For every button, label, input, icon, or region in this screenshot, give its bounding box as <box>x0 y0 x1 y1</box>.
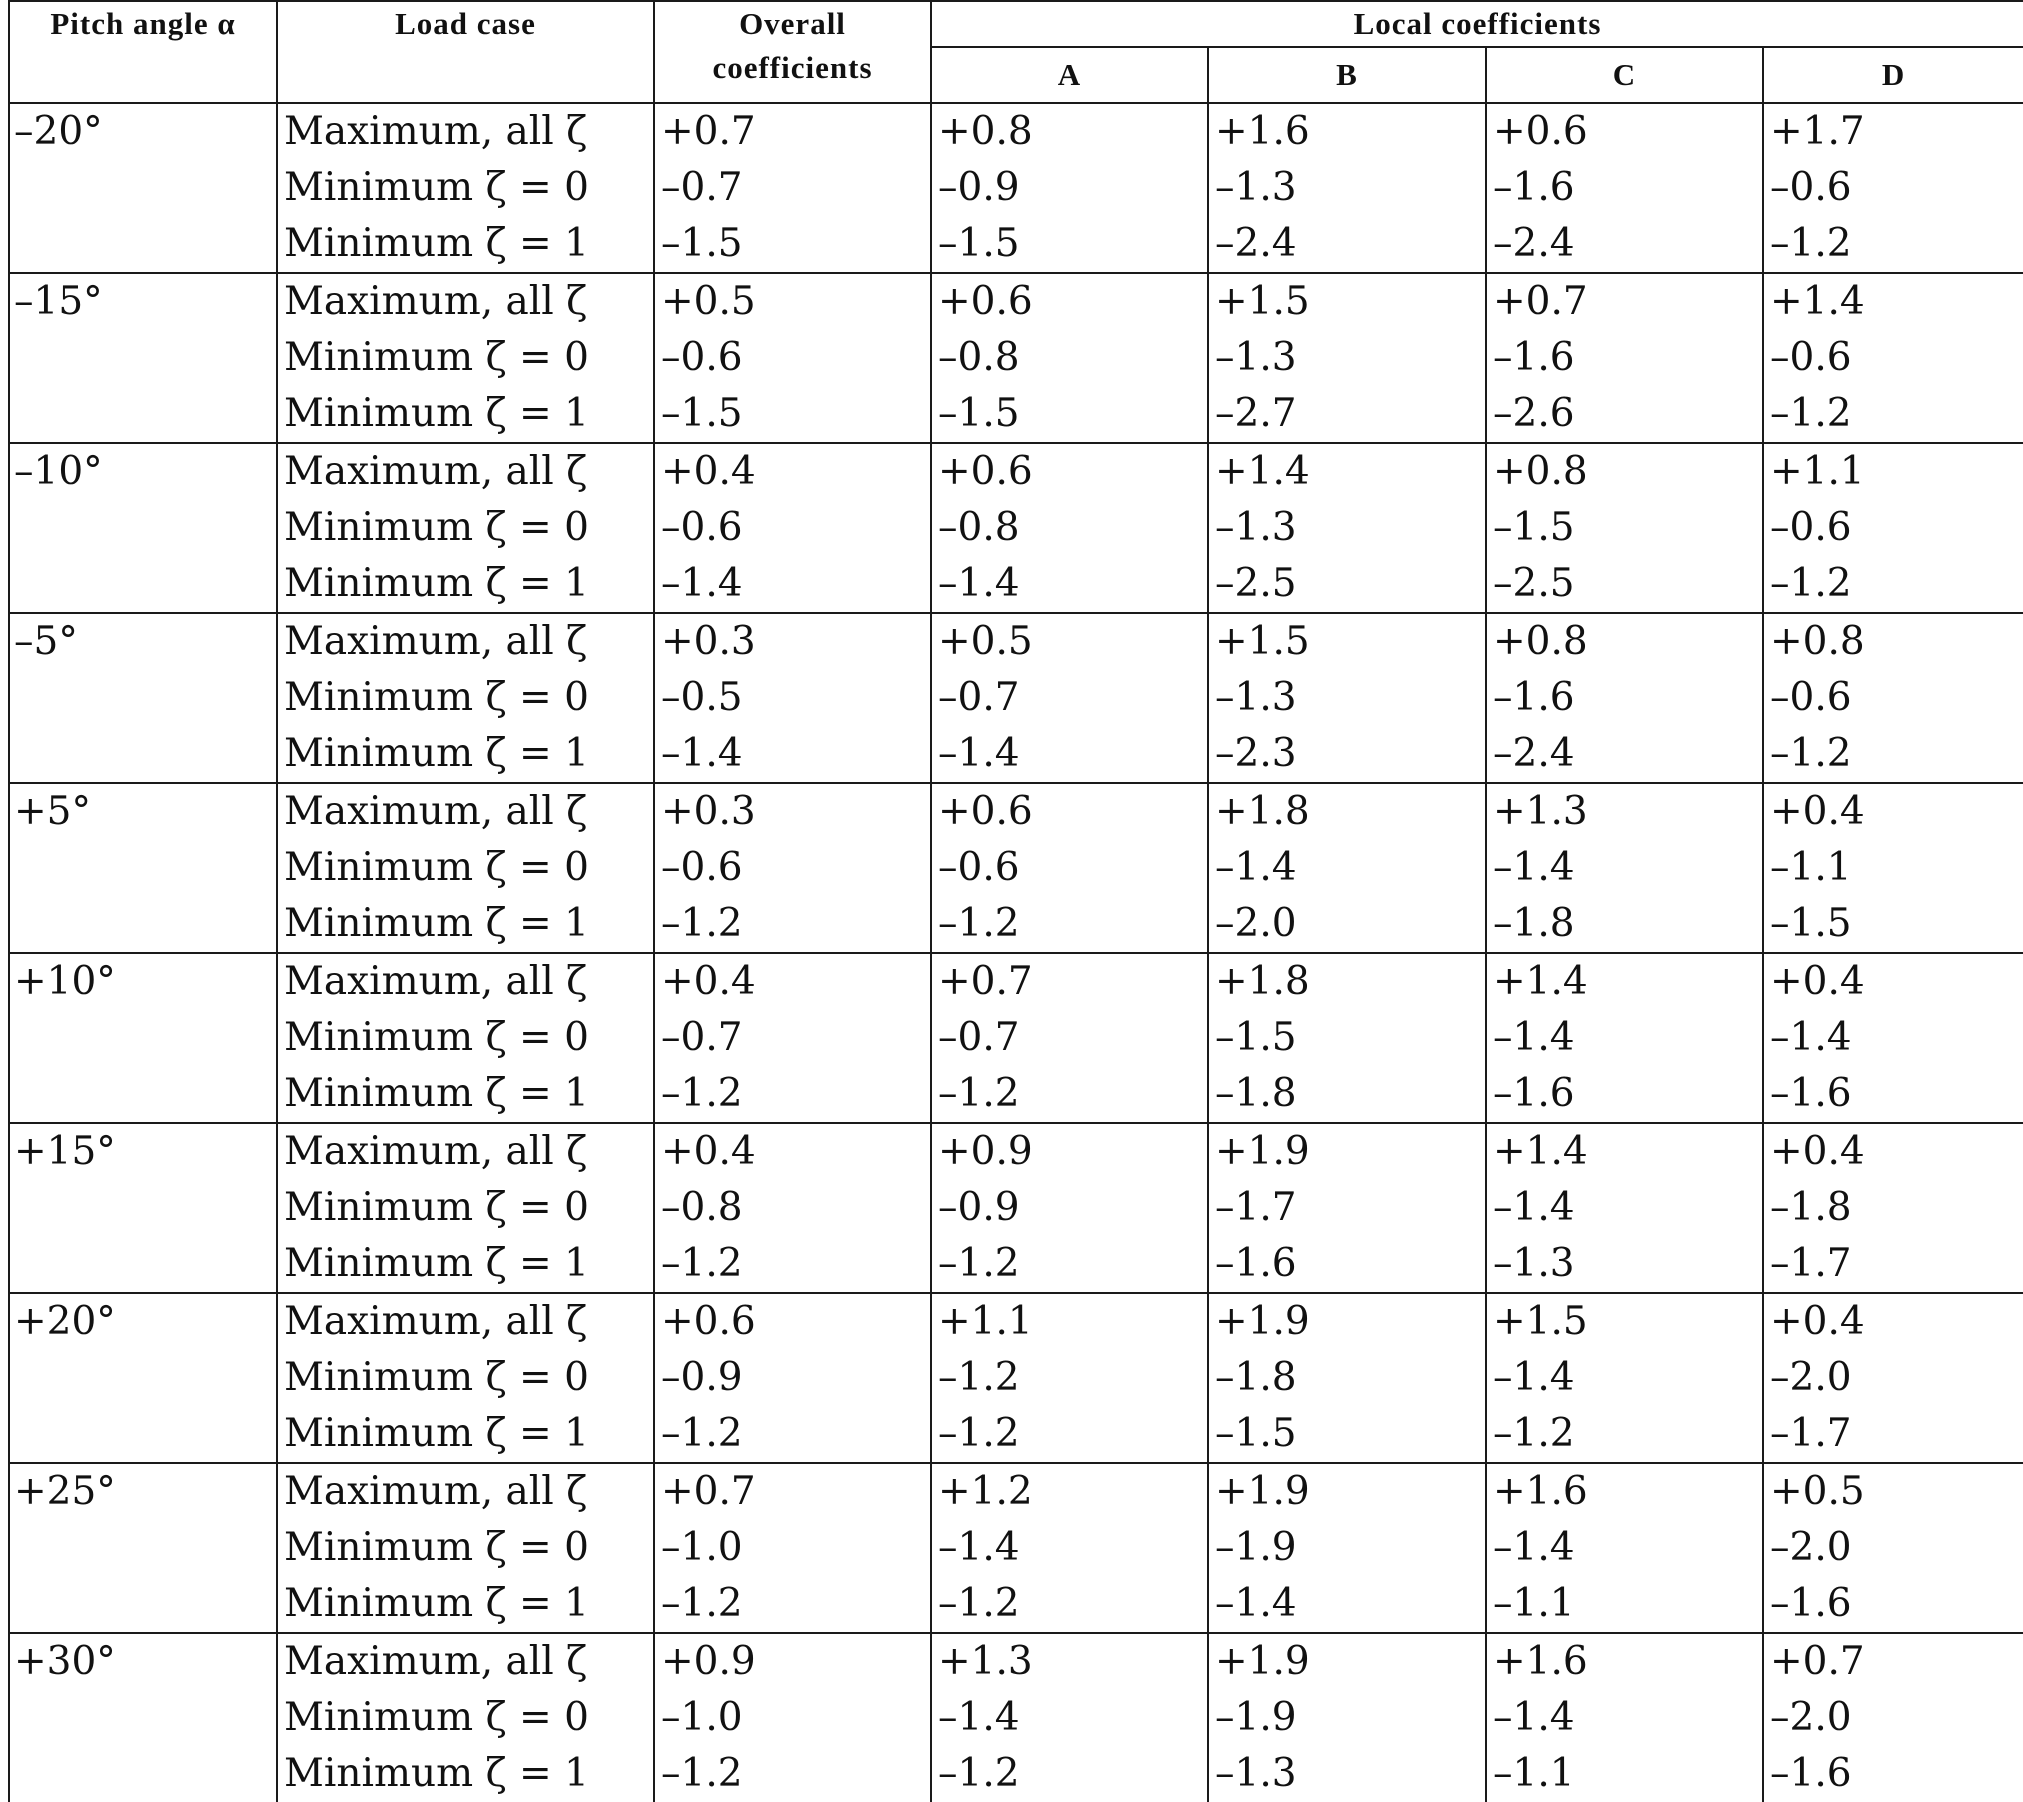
local-b-cell: +1.8 <box>1208 783 1486 840</box>
local-d-cell: –0.6 <box>1763 160 2023 216</box>
overall-coefficient-cell: +0.6 <box>654 1293 931 1350</box>
table-row <box>9 670 2023 726</box>
pitch-angle-cell: –5° <box>9 613 277 783</box>
local-d-cell: +1.1 <box>1763 443 2023 500</box>
load-case-cell: Minimum ζ = 0 <box>277 330 654 386</box>
pitch-angle-cell: +20° <box>9 1293 277 1463</box>
local-b-cell: –1.3 <box>1208 670 1486 726</box>
load-case-cell: Minimum ζ = 0 <box>277 670 654 726</box>
table-header <box>9 1 2023 103</box>
pitch-angle-cell: +10° <box>9 953 277 1123</box>
local-b-cell: +1.4 <box>1208 443 1486 500</box>
local-c-cell: –1.6 <box>1486 670 1763 726</box>
load-case-cell: Minimum ζ = 1 <box>277 1576 654 1633</box>
local-d-cell: –1.6 <box>1763 1576 2023 1633</box>
pitch-angle-cell: –15° <box>9 273 277 443</box>
local-c-cell: +1.4 <box>1486 1123 1763 1180</box>
load-case-cell: Minimum ζ = 0 <box>277 1010 654 1066</box>
local-d-cell: +0.5 <box>1763 1463 2023 1520</box>
overall-coefficient-cell: –1.2 <box>654 896 931 953</box>
local-a-cell: +0.7 <box>931 953 1208 1010</box>
local-b-cell: –2.5 <box>1208 556 1486 613</box>
local-c-cell: –1.4 <box>1486 840 1763 896</box>
local-c-cell: +0.8 <box>1486 443 1763 500</box>
overall-coefficient-cell: –1.4 <box>654 726 931 783</box>
local-c-cell: –1.3 <box>1486 1236 1763 1293</box>
local-c-cell: –1.4 <box>1486 1350 1763 1406</box>
local-a-cell: +0.9 <box>931 1123 1208 1180</box>
load-case-cell: Maximum, all ζ <box>277 443 654 500</box>
load-case-cell: Minimum ζ = 0 <box>277 1690 654 1746</box>
load-case-cell: Minimum ζ = 1 <box>277 1746 654 1802</box>
local-a-cell: +0.6 <box>931 273 1208 330</box>
load-case-cell: Minimum ζ = 0 <box>277 1350 654 1406</box>
load-case-cell: Minimum ζ = 0 <box>277 160 654 216</box>
local-d-cell: +0.4 <box>1763 1123 2023 1180</box>
table-row <box>9 443 2023 500</box>
table-row <box>9 1180 2023 1236</box>
local-b-cell: –2.7 <box>1208 386 1486 443</box>
local-a-cell: –1.2 <box>931 1406 1208 1463</box>
load-case-cell: Minimum ζ = 1 <box>277 726 654 783</box>
local-b-cell: –1.8 <box>1208 1350 1486 1406</box>
local-a-cell: +0.6 <box>931 443 1208 500</box>
load-case-cell: Maximum, all ζ <box>277 103 654 160</box>
overall-coefficient-cell: –0.8 <box>654 1180 931 1236</box>
header-local-coefficients: Local coefficients <box>931 1 2023 47</box>
local-a-cell: –1.4 <box>931 726 1208 783</box>
local-c-cell: –1.5 <box>1486 500 1763 556</box>
local-b-cell: –1.9 <box>1208 1520 1486 1576</box>
table-row <box>9 783 2023 840</box>
pitch-angle-cell: +15° <box>9 1123 277 1293</box>
local-d-cell: +0.4 <box>1763 1293 2023 1350</box>
table-row <box>9 386 2023 443</box>
overall-coefficient-cell: –0.6 <box>654 840 931 896</box>
local-b-cell: +1.9 <box>1208 1463 1486 1520</box>
local-d-cell: –2.0 <box>1763 1350 2023 1406</box>
table-row <box>9 1293 2023 1350</box>
local-c-cell: –2.6 <box>1486 386 1763 443</box>
pitch-angle-cell: –10° <box>9 443 277 613</box>
local-b-cell: +1.9 <box>1208 1293 1486 1350</box>
overall-coefficient-cell: –0.6 <box>654 330 931 386</box>
local-c-cell: +1.4 <box>1486 953 1763 1010</box>
load-case-cell: Maximum, all ζ <box>277 1463 654 1520</box>
overall-coefficient-cell: –1.2 <box>654 1066 931 1123</box>
local-b-cell: –2.0 <box>1208 896 1486 953</box>
local-a-cell: –1.2 <box>931 1576 1208 1633</box>
local-b-cell: –2.4 <box>1208 216 1486 273</box>
local-a-cell: –0.9 <box>931 1180 1208 1236</box>
overall-coefficient-cell: +0.5 <box>654 273 931 330</box>
local-b-cell: –1.7 <box>1208 1180 1486 1236</box>
local-b-cell: +1.9 <box>1208 1123 1486 1180</box>
local-b-cell: –1.9 <box>1208 1690 1486 1746</box>
local-c-cell: –1.4 <box>1486 1690 1763 1746</box>
load-case-cell: Maximum, all ζ <box>277 1293 654 1350</box>
local-d-cell: –1.1 <box>1763 840 2023 896</box>
local-a-cell: –1.2 <box>931 1066 1208 1123</box>
local-b-cell: +1.8 <box>1208 953 1486 1010</box>
local-b-cell: –1.6 <box>1208 1236 1486 1293</box>
overall-coefficient-cell: –0.9 <box>654 1350 931 1406</box>
table-row <box>9 1520 2023 1576</box>
table-row <box>9 103 2023 160</box>
load-case-cell: Minimum ζ = 0 <box>277 1180 654 1236</box>
overall-coefficient-cell: –1.0 <box>654 1690 931 1746</box>
local-a-cell: –0.6 <box>931 840 1208 896</box>
local-c-cell: –1.6 <box>1486 160 1763 216</box>
overall-coefficient-cell: –1.4 <box>654 556 931 613</box>
load-case-cell: Maximum, all ζ <box>277 273 654 330</box>
pitch-angle-cell: +5° <box>9 783 277 953</box>
local-d-cell: –2.0 <box>1763 1690 2023 1746</box>
local-c-cell: –2.4 <box>1486 216 1763 273</box>
local-d-cell: –1.7 <box>1763 1406 2023 1463</box>
header-zone-b: B <box>1208 47 1486 103</box>
local-b-cell: +1.6 <box>1208 103 1486 160</box>
local-d-cell: –1.7 <box>1763 1236 2023 1293</box>
local-d-cell: +0.4 <box>1763 783 2023 840</box>
table-row <box>9 1690 2023 1746</box>
local-c-cell: +0.6 <box>1486 103 1763 160</box>
load-case-cell: Minimum ζ = 0 <box>277 840 654 896</box>
local-d-cell: –0.6 <box>1763 670 2023 726</box>
local-c-cell: –1.4 <box>1486 1010 1763 1066</box>
local-b-cell: +1.9 <box>1208 1633 1486 1690</box>
table-row <box>9 953 2023 1010</box>
table-row <box>9 273 2023 330</box>
header-overall-coefficients: Overall coefficients <box>654 1 931 103</box>
local-a-cell: –1.5 <box>931 216 1208 273</box>
local-d-cell: +0.8 <box>1763 613 2023 670</box>
load-case-cell: Minimum ζ = 0 <box>277 1520 654 1576</box>
table-row <box>9 840 2023 896</box>
local-d-cell: –1.4 <box>1763 1010 2023 1066</box>
local-d-cell: –1.6 <box>1763 1066 2023 1123</box>
coefficients-table <box>8 0 2023 1802</box>
header-row-top <box>9 1 2023 47</box>
local-b-cell: –2.3 <box>1208 726 1486 783</box>
local-b-cell: –1.3 <box>1208 500 1486 556</box>
local-a-cell: –1.4 <box>931 1520 1208 1576</box>
local-b-cell: –1.5 <box>1208 1010 1486 1066</box>
overall-coefficient-cell: +0.3 <box>654 613 931 670</box>
overall-coefficient-cell: –1.5 <box>654 386 931 443</box>
table-row <box>9 1236 2023 1293</box>
header-zone-d: D <box>1763 47 2023 103</box>
pitch-angle-cell: +30° <box>9 1633 277 1802</box>
local-c-cell: –1.4 <box>1486 1180 1763 1236</box>
table-row <box>9 1350 2023 1406</box>
local-c-cell: –1.8 <box>1486 896 1763 953</box>
local-d-cell: –1.2 <box>1763 726 2023 783</box>
load-case-cell: Minimum ζ = 1 <box>277 216 654 273</box>
local-c-cell: +1.6 <box>1486 1463 1763 1520</box>
local-c-cell: –1.1 <box>1486 1746 1763 1802</box>
local-d-cell: +1.7 <box>1763 103 2023 160</box>
local-a-cell: +1.2 <box>931 1463 1208 1520</box>
load-case-cell: Minimum ζ = 1 <box>277 386 654 443</box>
table-row <box>9 1406 2023 1463</box>
local-b-cell: –1.5 <box>1208 1406 1486 1463</box>
local-a-cell: –1.2 <box>931 1236 1208 1293</box>
load-case-cell: Maximum, all ζ <box>277 953 654 1010</box>
local-a-cell: –1.2 <box>931 896 1208 953</box>
local-d-cell: +1.4 <box>1763 273 2023 330</box>
table-row <box>9 160 2023 216</box>
load-case-cell: Maximum, all ζ <box>277 783 654 840</box>
overall-coefficient-cell: +0.9 <box>654 1633 931 1690</box>
overall-coefficient-cell: +0.7 <box>654 103 931 160</box>
local-a-cell: +0.5 <box>931 613 1208 670</box>
local-a-cell: –1.2 <box>931 1350 1208 1406</box>
local-a-cell: –1.5 <box>931 386 1208 443</box>
local-c-cell: –1.6 <box>1486 330 1763 386</box>
local-a-cell: –0.8 <box>931 500 1208 556</box>
table-row <box>9 330 2023 386</box>
local-c-cell: +0.8 <box>1486 613 1763 670</box>
load-case-cell: Minimum ζ = 1 <box>277 1406 654 1463</box>
pitch-angle-cell: +25° <box>9 1463 277 1633</box>
local-c-cell: –1.2 <box>1486 1406 1763 1463</box>
table-row <box>9 1463 2023 1520</box>
local-a-cell: +1.3 <box>931 1633 1208 1690</box>
overall-coefficient-cell: –0.5 <box>654 670 931 726</box>
local-d-cell: –1.5 <box>1763 896 2023 953</box>
overall-coefficient-cell: –1.2 <box>654 1576 931 1633</box>
local-a-cell: –1.4 <box>931 1690 1208 1746</box>
local-c-cell: –2.5 <box>1486 556 1763 613</box>
local-d-cell: –1.6 <box>1763 1746 2023 1802</box>
overall-coefficient-cell: –1.5 <box>654 216 931 273</box>
local-c-cell: –1.6 <box>1486 1066 1763 1123</box>
overall-coefficient-cell: –1.0 <box>654 1520 931 1576</box>
table-row <box>9 556 2023 613</box>
table-row <box>9 896 2023 953</box>
overall-coefficient-cell: –1.2 <box>654 1746 931 1802</box>
local-c-cell: +1.6 <box>1486 1633 1763 1690</box>
local-a-cell: +1.1 <box>931 1293 1208 1350</box>
overall-coefficient-cell: +0.4 <box>654 443 931 500</box>
overall-coefficient-cell: –1.2 <box>654 1236 931 1293</box>
local-a-cell: –0.9 <box>931 160 1208 216</box>
overall-coefficient-cell: +0.4 <box>654 953 931 1010</box>
local-a-cell: +0.8 <box>931 103 1208 160</box>
local-c-cell: –1.4 <box>1486 1520 1763 1576</box>
overall-coefficient-cell: +0.7 <box>654 1463 931 1520</box>
local-d-cell: –1.8 <box>1763 1180 2023 1236</box>
load-case-cell: Minimum ζ = 0 <box>277 500 654 556</box>
load-case-cell: Minimum ζ = 1 <box>277 1236 654 1293</box>
local-d-cell: –2.0 <box>1763 1520 2023 1576</box>
local-c-cell: –1.1 <box>1486 1576 1763 1633</box>
table-row <box>9 1010 2023 1066</box>
table-row <box>9 1633 2023 1690</box>
local-a-cell: +0.6 <box>931 783 1208 840</box>
load-case-cell: Maximum, all ζ <box>277 613 654 670</box>
overall-coefficient-cell: –0.6 <box>654 500 931 556</box>
overall-coefficient-cell: –1.2 <box>654 1406 931 1463</box>
table-row <box>9 1746 2023 1802</box>
header-pitch-angle: Pitch angle α <box>9 1 277 103</box>
local-d-cell: +0.7 <box>1763 1633 2023 1690</box>
table-row <box>9 1066 2023 1123</box>
local-a-cell: –0.8 <box>931 330 1208 386</box>
local-a-cell: –1.4 <box>931 556 1208 613</box>
local-c-cell: +1.5 <box>1486 1293 1763 1350</box>
overall-coefficient-cell: –0.7 <box>654 160 931 216</box>
header-load-case: Load case <box>277 1 654 103</box>
overall-coefficient-cell: +0.3 <box>654 783 931 840</box>
table-body <box>9 103 2023 1802</box>
local-b-cell: +1.5 <box>1208 613 1486 670</box>
load-case-cell: Minimum ζ = 1 <box>277 1066 654 1123</box>
load-case-cell: Maximum, all ζ <box>277 1633 654 1690</box>
local-b-cell: –1.4 <box>1208 1576 1486 1633</box>
overall-coefficient-cell: –0.7 <box>654 1010 931 1066</box>
load-case-cell: Minimum ζ = 1 <box>277 896 654 953</box>
local-b-cell: –1.3 <box>1208 160 1486 216</box>
local-c-cell: –2.4 <box>1486 726 1763 783</box>
local-b-cell: –1.3 <box>1208 330 1486 386</box>
pitch-angle-cell: –20° <box>9 103 277 273</box>
table-row <box>9 1123 2023 1180</box>
local-d-cell: +0.4 <box>1763 953 2023 1010</box>
local-b-cell: +1.5 <box>1208 273 1486 330</box>
local-a-cell: –0.7 <box>931 1010 1208 1066</box>
table-row <box>9 216 2023 273</box>
table-row <box>9 613 2023 670</box>
local-d-cell: –0.6 <box>1763 330 2023 386</box>
local-d-cell: –0.6 <box>1763 500 2023 556</box>
table-row <box>9 726 2023 783</box>
local-b-cell: –1.3 <box>1208 1746 1486 1802</box>
local-a-cell: –0.7 <box>931 670 1208 726</box>
local-d-cell: –1.2 <box>1763 216 2023 273</box>
local-a-cell: –1.2 <box>931 1746 1208 1802</box>
header-zone-a: A <box>931 47 1208 103</box>
header-zone-c: C <box>1486 47 1763 103</box>
table-row <box>9 500 2023 556</box>
load-case-cell: Maximum, all ζ <box>277 1123 654 1180</box>
local-c-cell: +1.3 <box>1486 783 1763 840</box>
load-case-cell: Minimum ζ = 1 <box>277 556 654 613</box>
table-row <box>9 1576 2023 1633</box>
overall-coefficient-cell: +0.4 <box>654 1123 931 1180</box>
local-c-cell: +0.7 <box>1486 273 1763 330</box>
local-d-cell: –1.2 <box>1763 556 2023 613</box>
local-d-cell: –1.2 <box>1763 386 2023 443</box>
local-b-cell: –1.4 <box>1208 840 1486 896</box>
local-b-cell: –1.8 <box>1208 1066 1486 1123</box>
